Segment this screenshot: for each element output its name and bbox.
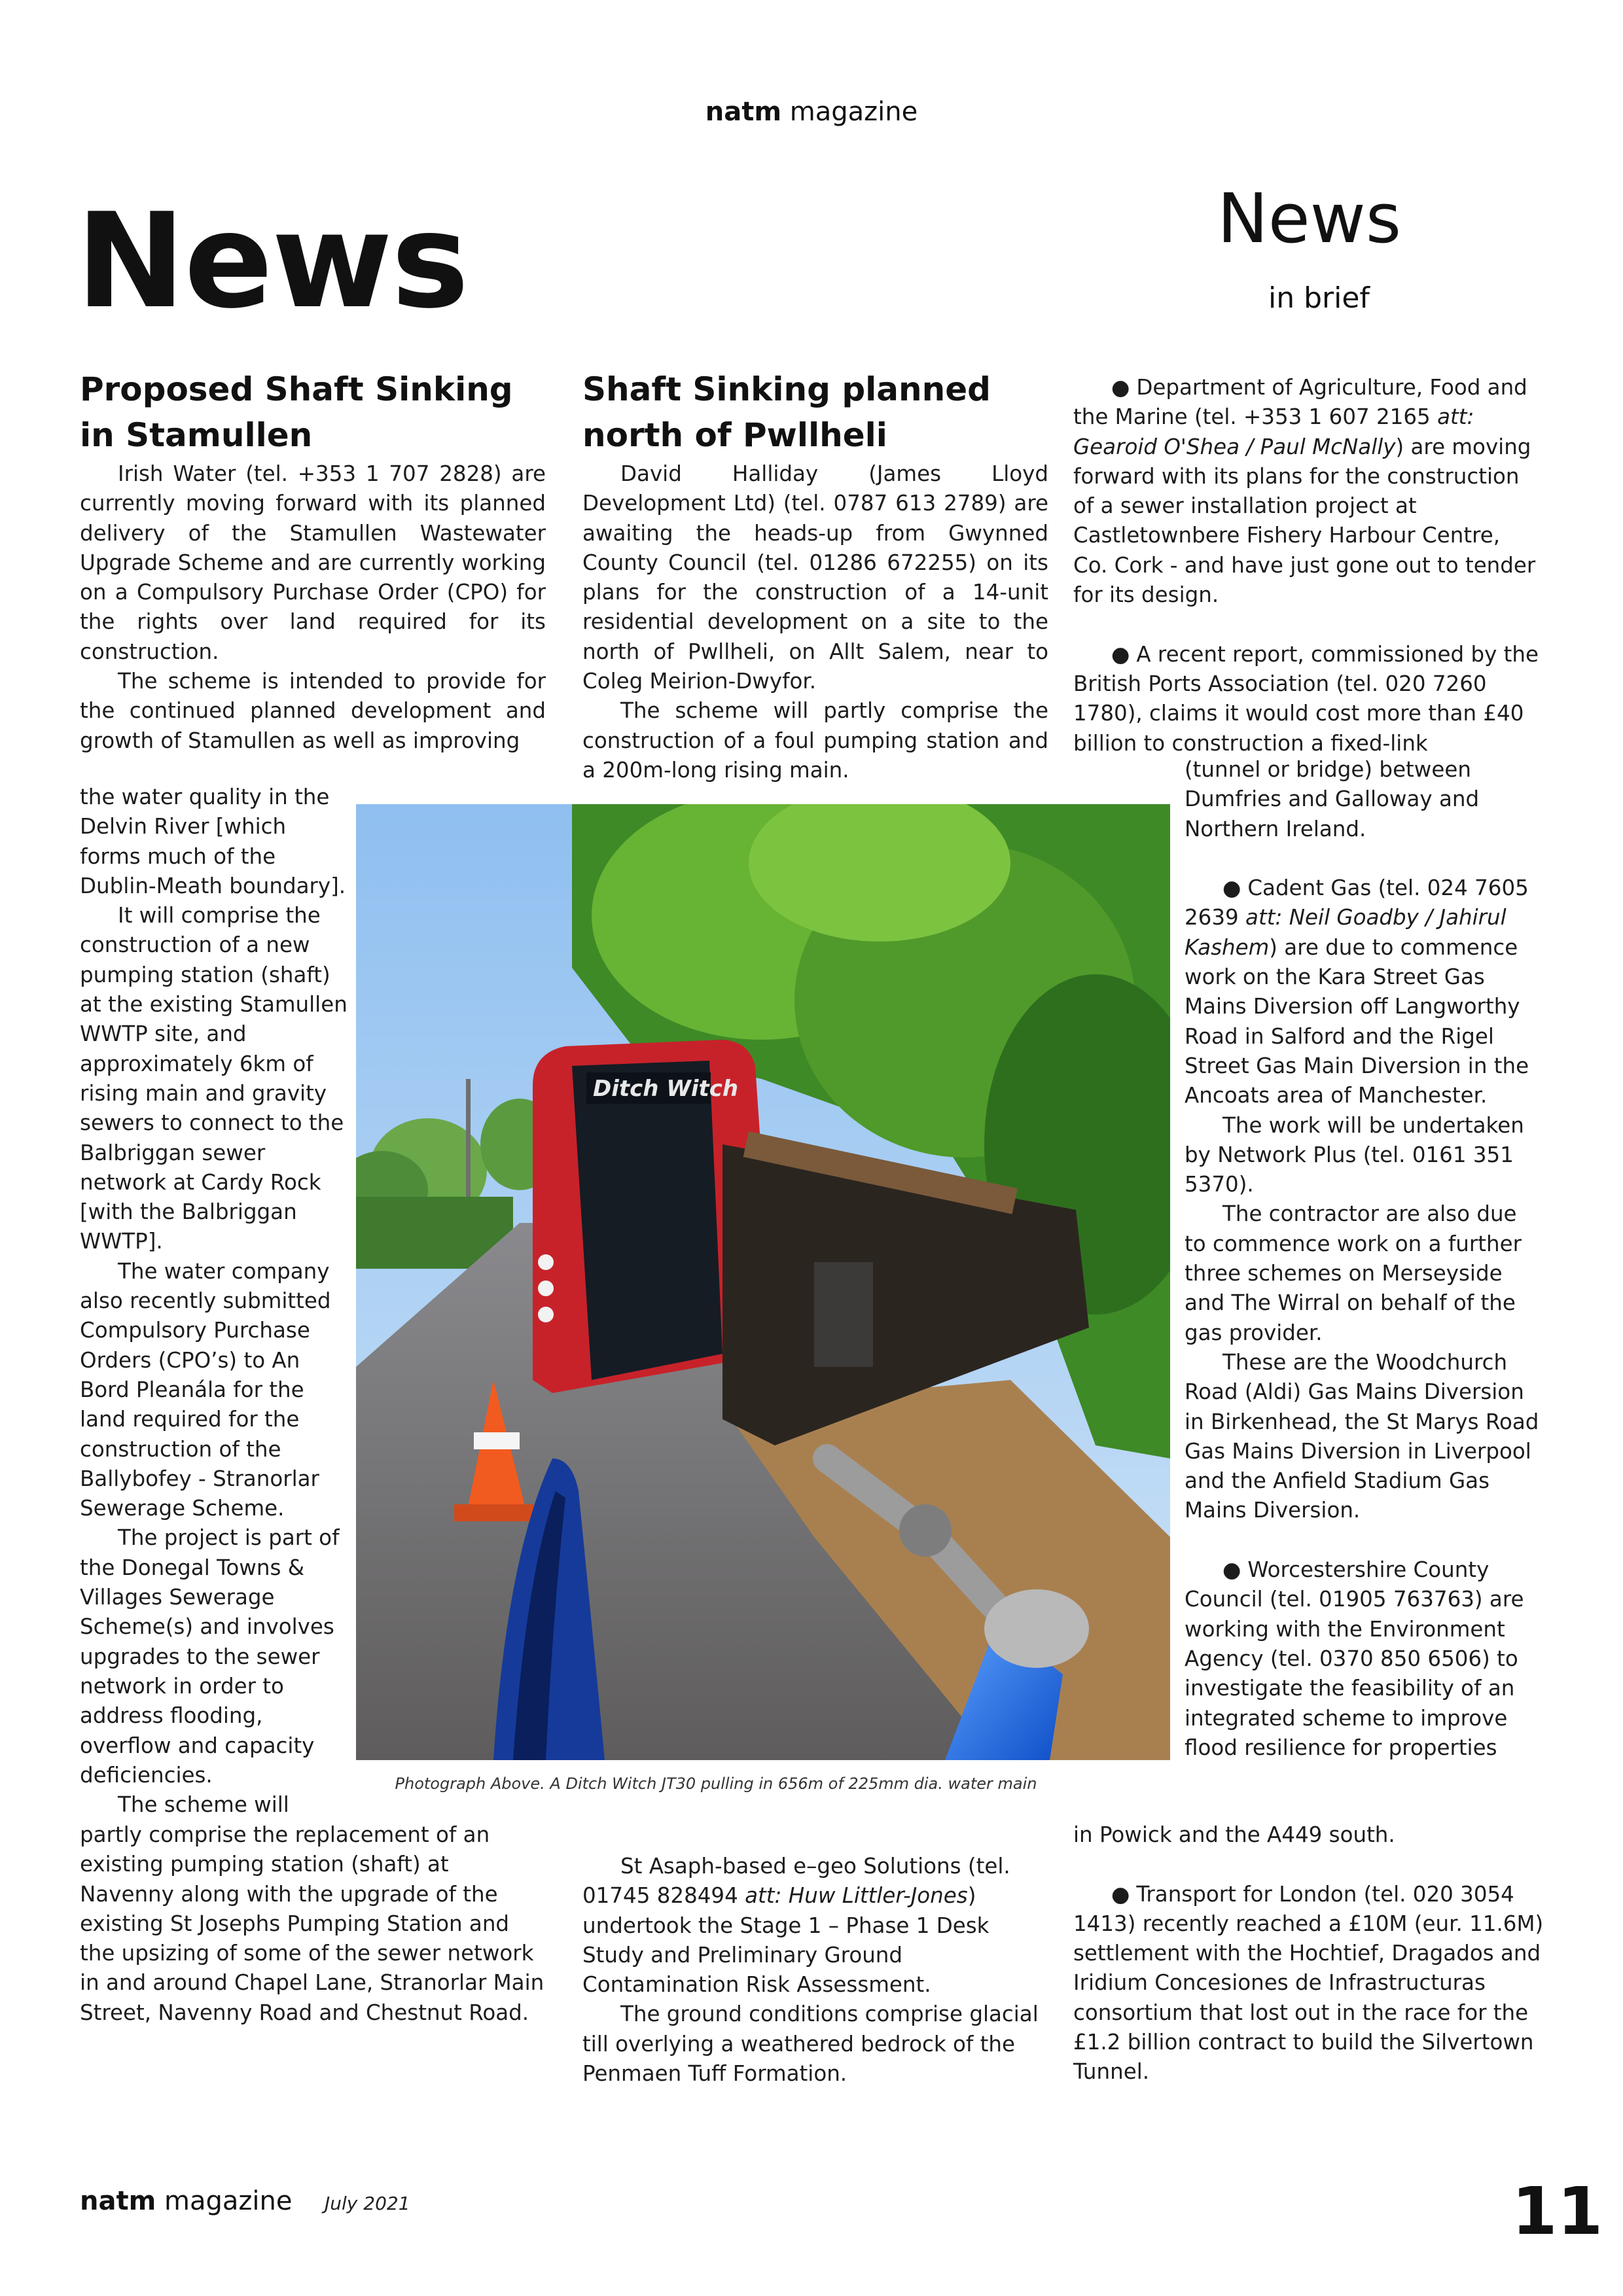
article1-narrow xyxy=(80,783,348,1820)
article1-top xyxy=(80,366,546,756)
footer-brand-rest: magazine xyxy=(156,2186,293,2216)
article1-paragraph: the water quality in the Delvin River [which forms much of the Dublin-Meath boundary]. xyxy=(80,785,346,898)
brief-top xyxy=(1073,373,1539,758)
article2-p3-post: ) undertook the Stage 1 – Phase 1 Desk Study and Preliminary Ground Contamination Risk Assessment. xyxy=(582,1883,990,1998)
article2-top xyxy=(582,366,1048,785)
brief-subtitle: in brief xyxy=(1268,281,1370,315)
article1-headline xyxy=(80,366,546,458)
article1-headline-line2: in Stamullen xyxy=(80,416,313,454)
article2-paragraph xyxy=(582,1852,1048,2000)
article2-p3-pre: St Asaph-based e–geo Solutions (tel. 01745 828494 xyxy=(582,1854,1010,1909)
article1-headline-line1: Proposed Shaft Sinking xyxy=(80,370,513,408)
brief-item: ● Worcestershire County Council (tel. 01905 763763) are working with the Environment Agency (tel. 0370 850 6506) to investigate the feasibility of an integrated scheme to improve flood resilience for properties xyxy=(1185,1555,1541,1763)
footer-date: July 2021 xyxy=(325,2193,410,2214)
brief-bottom xyxy=(1073,1820,1544,2087)
brief-item3-post: ) are due to commence work on the Kara Street Gas Mains Diversion off Langworthy Road in Salford and the Rigel Street Gas Main Diversion in the Ancoats area of Manchester. xyxy=(1185,934,1529,1108)
brief-item1-pre: Department of Agriculture, Food and the Marine (tel. +353 1 607 2165 xyxy=(1073,375,1527,430)
brief-item-continued: (tunnel or bridge) between Dumfries and Galloway and Northern Ireland. xyxy=(1185,757,1480,841)
brief-item xyxy=(1073,373,1539,610)
article1-paragraph: The project is part of the Donegal Towns & Villages Sewerage Scheme(s) and involves upgrades to the sewer network in order to address flooding, overflow and capacity deficiencies. xyxy=(80,1525,340,1788)
brief-item xyxy=(1185,874,1541,1110)
photo-illustration xyxy=(356,804,1170,1760)
masthead-brand-rest: magazine xyxy=(781,97,918,127)
ditch-witch-photo xyxy=(356,804,1170,1760)
article1-paragraph: partly comprise the replacement of an existing pumping station (shaft) at Navenny along with the upgrade of the existing St Josephs Pumping Station and the upsizing of some of the sewer network in and around Chapel Lane, Stranorlar Main Street, Navenny Road and Chestnut Road. xyxy=(80,1822,544,2025)
article2-headline xyxy=(582,366,1048,458)
machine-label: Ditch Witch xyxy=(593,1076,739,1102)
photo-caption: Photograph Above. A Ditch Witch JT30 pulling in 656m of 225mm dia. water main xyxy=(395,1775,1037,1793)
brief-item: ● A recent report, commissioned by the British Ports Association (tel. 020 7260 1780), claims it would cost more than £40 billion to construction a fixed-link xyxy=(1073,640,1539,758)
brief-item-continued: in Powick and the A449 south. xyxy=(1073,1822,1395,1847)
article1-paragraph: The scheme will xyxy=(118,1792,289,1818)
article1-paragraph: The scheme is intended to provide for the continued planned development and growth of Stamullen as well as improving xyxy=(80,669,546,753)
brief-narrow xyxy=(1185,755,1541,1763)
masthead xyxy=(0,97,1623,127)
article2-paragraph: The ground conditions comprise glacial till overlying a weathered bedrock of the Penmaen Tuff Formation. xyxy=(582,2002,1039,2087)
brief-item: ● Transport for London (tel. 020 3054 1413) recently reached a £10M (eur. 11.6M) settlement with the Hochtief, Dragados and Iridium Concesiones de Infrastructuras consortium that lost out in the race for the £1.2 billion contract to build the Silvertown Tunnel. xyxy=(1073,1880,1544,2087)
article2-p3-att: att: Huw Littler-Jones xyxy=(745,1883,968,1909)
article2-headline-line1: Shaft Sinking planned xyxy=(582,370,991,408)
brief-item1-post: ) are moving forward with its plans for the construction of a sewer installation project at Castletownbere Fishery Harbour Centre, Co. Cork - and have just gone out to tender for its design. xyxy=(1073,434,1536,608)
article2-bottom xyxy=(582,1852,1048,2089)
article1-paragraph: It will comprise the construction of a new pumping station (shaft) at the existing Stamullen WWTP site, and approximately 6km of rising main and gravity sewers to connect to the Balbriggan sewer network at Cardy Rock [with the Balbriggan WWTP]. xyxy=(80,903,348,1254)
brief-paragraph: These are the Woodchurch Road (Aldi) Gas Mains Diversion in Birkenhead, the St Marys Road Gas Mains Diversion in Liverpool and the Anfield Stadium Gas Mains Diversion. xyxy=(1185,1349,1539,1523)
article1-bottom xyxy=(80,1820,546,2028)
brief-item3-att: att: Neil Goadby / Jahirul Kashem xyxy=(1185,905,1507,960)
brief-item3-pre: Cadent Gas (tel. 024 7605 2639 xyxy=(1185,875,1529,930)
article1-paragraph: The water company also recently submitted Compulsory Purchase Orders (CPO’s) to An Bord Pleanála for the land required for the construction of the Ballybofey - Stranorlar Sewerage Scheme. xyxy=(80,1258,331,1521)
section-title: News xyxy=(76,185,468,338)
brief-paragraph: The work will be undertaken by Network Plus (tel. 0161 351 5370). xyxy=(1185,1112,1524,1197)
footer-brand-bold: natm xyxy=(80,2186,156,2216)
article1-paragraph: Irish Water (tel. +353 1 707 2828) are currently moving forward with its planned delivery of the Stamullen Wastewater Upgrade Scheme and are currently working on a Compulsory Purchase Order (CPO) for the rights over land required for its construction. xyxy=(80,461,546,664)
footer-brand xyxy=(80,2186,292,2216)
brief-item1-att: att: Gearoid O'Shea / Paul McNally xyxy=(1073,404,1474,459)
masthead-brand-bold: natm xyxy=(705,97,782,127)
brief-title: News xyxy=(1217,179,1402,258)
page-number: 11 xyxy=(1512,2173,1603,2250)
article2-paragraph: David Halliday (James Lloyd Development Ltd) (tel. 0787 613 2789) are awaiting the heads-up from Gwynned County Council (tel. 01286 672255) on its plans for the construction of a 14-unit residential development on a site to the north of Pwllheli, on Allt Salem, near to Coleg Meirion-Dwyfor. xyxy=(582,461,1048,694)
brief-paragraph: The contractor are also due to commence work on a further three schemes on Merseyside and The Wirral on behalf of the gas provider. xyxy=(1185,1201,1522,1345)
article2-paragraph: The scheme will partly comprise the construction of a foul pumping station and a 200m-long rising main. xyxy=(582,698,1048,783)
article2-headline-line2: north of Pwllheli xyxy=(582,416,887,454)
